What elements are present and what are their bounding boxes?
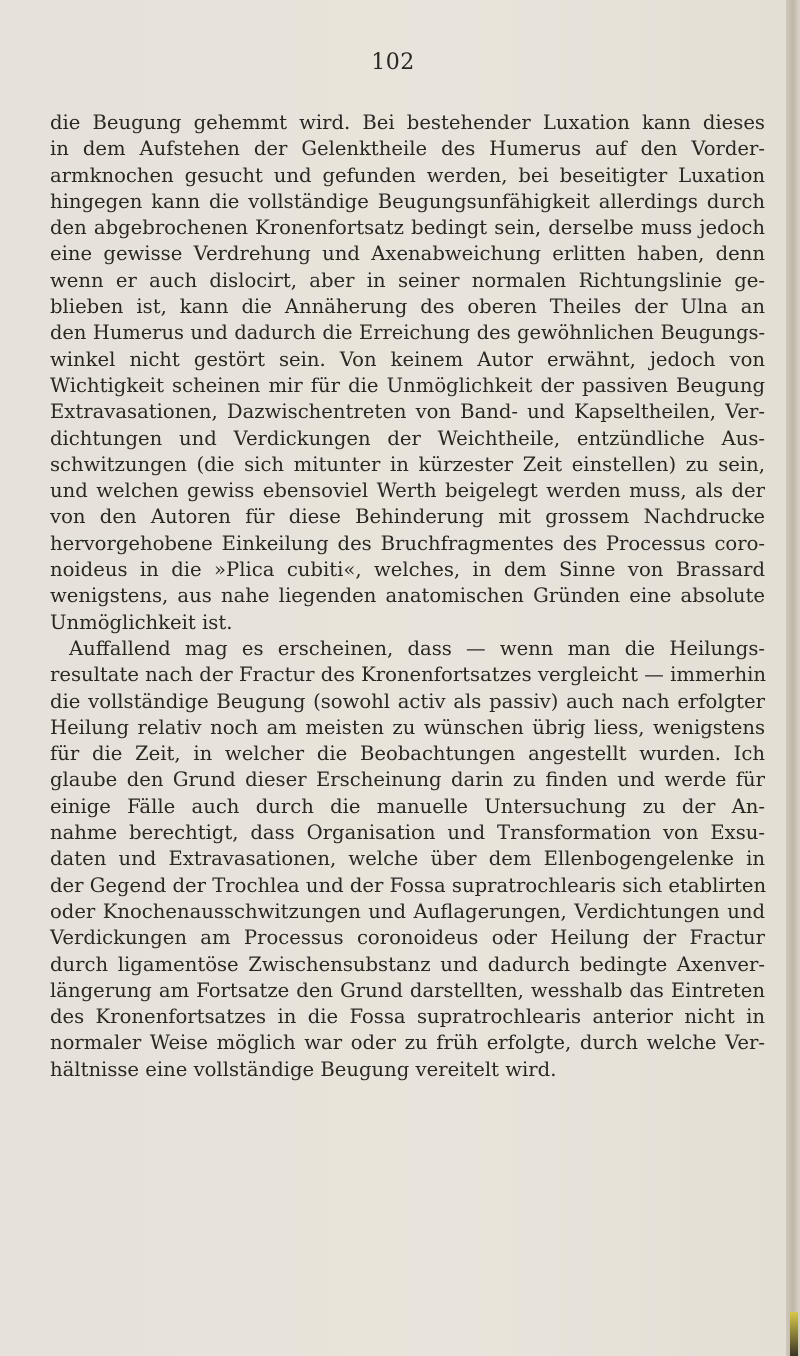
text-line: armknochen gesucht und gefunden werden, bei beseitigter Luxation xyxy=(50,163,765,187)
text-line: einige Fälle auch durch die manuelle Untersuchung zu der An- xyxy=(50,794,765,818)
text-line: des Kronenfortsatzes in die Fossa supratrochlearis anterior nicht in xyxy=(50,1005,765,1029)
text-line: glaube den Grund dieser Erscheinung darin zu finden und werde für xyxy=(50,768,765,792)
text-line: Verdickungen am Processus coronoideus oder Heilung der Fractur xyxy=(50,926,765,950)
text-line: oder Knochenausschwitzungen und Auflagerungen, Verdichtungen und xyxy=(50,899,765,923)
text-line: dichtungen und Verdickungen der Weichtheile, entzündliche Aus- xyxy=(50,426,765,450)
text-line: daten und Extravasationen, welche über dem Ellenbogengelenke in xyxy=(50,847,765,871)
text-line: Wichtigkeit scheinen mir für die Unmöglichkeit der passiven Beugung xyxy=(50,373,765,397)
text-line: hältnisse eine vollständige Beugung vereitelt wird. xyxy=(50,1057,557,1081)
text-line: wenigstens, aus nahe liegenden anatomischen Gründen eine absolute xyxy=(50,584,765,608)
text-line: Unmöglichkeit ist. xyxy=(50,610,233,634)
text-line: Auffallend mag es erscheinen, dass — wenn man die Heilungs- xyxy=(69,636,765,660)
text-line: den abgebrochenen Kronenfortsatz bedingt sein, derselbe muss jedoch xyxy=(50,216,765,240)
text-line: hervorgehobene Einkeilung des Bruchfragmentes des Processus coro- xyxy=(50,531,765,555)
page-edge-mark xyxy=(790,1312,798,1356)
text-line: von den Autoren für diese Behinderung mit grossem Nachdrucke xyxy=(50,505,765,529)
text-line: winkel nicht gestört sein. Von keinem Autor erwähnt, jedoch von xyxy=(50,347,765,371)
text-line: den Humerus und dadurch die Erreichung des gewöhnlichen Beugungs- xyxy=(50,321,765,345)
text-line: eine gewisse Verdrehung und Axenabweichung erlitten haben, denn xyxy=(50,242,765,266)
page-number: 102 xyxy=(371,50,415,75)
text-line: hingegen kann die vollständige Beugungsunfähigkeit allerdings durch xyxy=(50,189,765,213)
text-line: die vollständige Beugung (sowohl activ als passiv) auch nach erfolgter xyxy=(50,689,765,713)
text-line: blieben ist, kann die Annäherung des oberen Theiles der Ulna an xyxy=(50,295,765,319)
text-line: resultate nach der Fractur des Kronenfortsatzes vergleicht — immerhin xyxy=(50,663,766,687)
text-line: und welchen gewiss ebensoviel Werth beigelegt werden muss, als der xyxy=(50,479,765,503)
text-line: durch ligamentöse Zwischensubstanz und dadurch bedingte Axenver- xyxy=(50,952,765,976)
paragraph-2 xyxy=(50,636,765,1083)
text-line: die Beugung gehemmt wird. Bei bestehender Luxation kann dieses xyxy=(50,111,765,134)
page-edge xyxy=(786,0,800,1356)
text-line: Extravasationen, Dazwischentreten von Band- und Kapseltheilen, Ver- xyxy=(50,400,765,424)
text-line: für die Zeit, in welcher die Beobachtungen angestellt wurden. Ich xyxy=(50,742,765,766)
text-line: nahme berechtigt, dass Organisation und Transformation von Exsu- xyxy=(50,821,765,845)
text-line: der Gegend der Trochlea und der Fossa supratrochlearis sich etablirten xyxy=(50,873,767,897)
text-line: noideus in die »Plica cubiti«, welches, in dem Sinne von Brassard xyxy=(50,558,765,582)
body-text xyxy=(50,110,765,1083)
text-line: Heilung relativ noch am meisten zu wünschen übrig liess, wenigstens xyxy=(50,715,765,739)
text-line: schwitzungen (die sich mitunter in kürzester Zeit einstellen) zu sein, xyxy=(50,452,765,476)
paragraph-1 xyxy=(50,110,765,636)
text-line: längerung am Fortsatze den Grund darstellten, wesshalb das Eintreten xyxy=(50,978,765,1002)
text-line: wenn er auch dislocirt, aber in seiner normalen Richtungslinie ge- xyxy=(50,268,765,292)
text-line: normaler Weise möglich war oder zu früh erfolgte, durch welche Ver- xyxy=(50,1031,765,1055)
text-line: in dem Aufstehen der Gelenktheile des Humerus auf den Vorder- xyxy=(50,137,765,161)
